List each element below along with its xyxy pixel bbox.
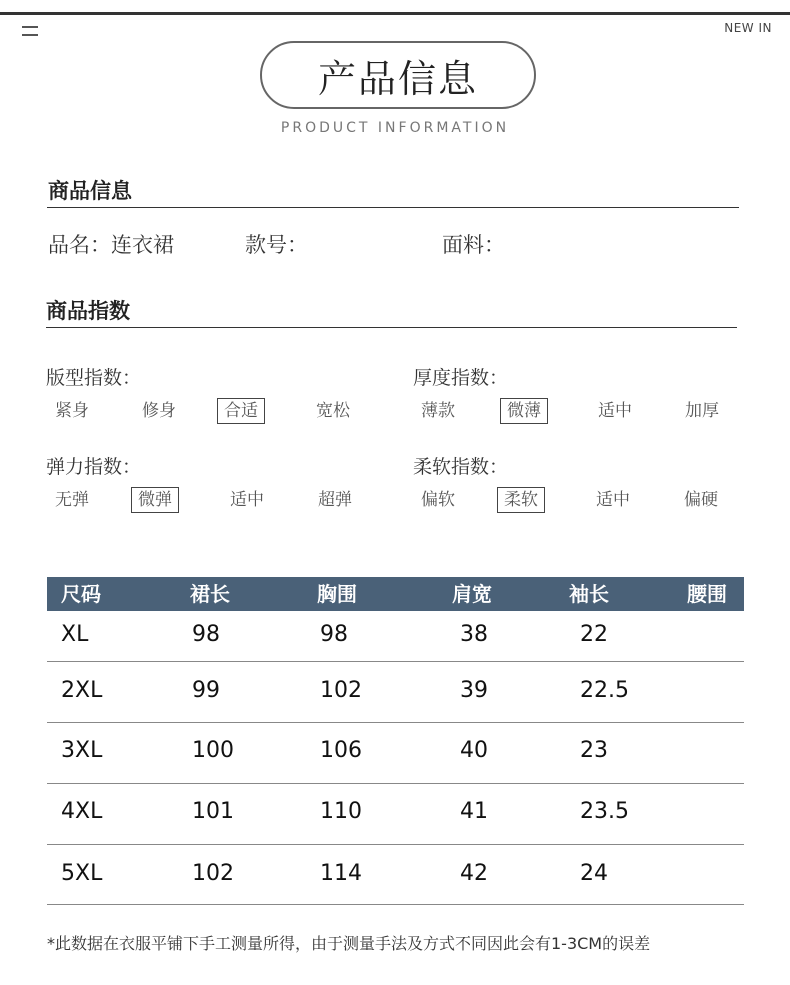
measurement-cell: 98 xyxy=(192,622,220,647)
measurement-cell: 101 xyxy=(192,799,234,824)
measurement-cell: 98 xyxy=(320,622,348,647)
softness-index-label: 柔软指数： xyxy=(413,456,509,478)
product-fabric: 面料： xyxy=(442,233,505,257)
thickness-index-option: 薄款 xyxy=(421,401,455,421)
measurement-cell: 22.5 xyxy=(580,678,629,703)
column-header: 裙长 xyxy=(190,582,230,606)
column-header: 胸围 xyxy=(317,582,357,606)
measurement-cell: 102 xyxy=(192,861,234,886)
fit-index-option: 宽松 xyxy=(316,401,350,421)
new-in-link[interactable]: NEW IN xyxy=(724,21,772,35)
measurement-cell: 42 xyxy=(460,861,488,886)
product-style-no: 款号： xyxy=(245,233,308,257)
measurement-cell: 106 xyxy=(320,738,362,763)
size-label-cell: 2XL xyxy=(61,678,103,703)
fit-index-option: 修身 xyxy=(142,401,176,421)
column-header: 袖长 xyxy=(569,582,609,606)
softness-index-option-selected: 柔软 xyxy=(497,487,545,513)
measurement-cell: 41 xyxy=(460,799,488,824)
product-name: 品名：连衣裙 xyxy=(48,233,174,257)
size-label-cell: XL xyxy=(61,622,89,647)
thickness-index-option: 适中 xyxy=(598,401,632,421)
table-row xyxy=(47,784,744,845)
thickness-index-option-selected: 微薄 xyxy=(500,398,548,424)
softness-index-option: 适中 xyxy=(596,490,630,510)
measurement-cell: 102 xyxy=(320,678,362,703)
page-subtitle: PRODUCT INFORMATION xyxy=(280,120,510,136)
fit-index-option: 紧身 xyxy=(55,401,89,421)
softness-index-option: 偏软 xyxy=(421,490,455,510)
top-divider xyxy=(0,12,790,15)
measurement-footnote: *此数据在衣服平铺下手工测量所得，由于测量手法及方式不同因此会有1-3CM的误差 xyxy=(47,934,651,953)
product-index-heading: 商品指数 xyxy=(46,299,130,323)
page-title: 产品信息 xyxy=(260,41,536,109)
size-table-header xyxy=(47,577,744,611)
table-row xyxy=(47,845,744,905)
measurement-cell: 99 xyxy=(192,678,220,703)
elasticity-index-option: 适中 xyxy=(230,490,264,510)
measurement-cell: 110 xyxy=(320,799,362,824)
elasticity-index-option-selected: 微弹 xyxy=(131,487,179,513)
size-label-cell: 3XL xyxy=(61,738,103,763)
thickness-index-label: 厚度指数： xyxy=(413,367,509,389)
product-info-heading: 商品信息 xyxy=(48,179,132,203)
column-header: 尺码 xyxy=(61,582,101,606)
product-info-rule xyxy=(47,207,739,208)
elasticity-index-label: 弹力指数： xyxy=(46,456,142,478)
elasticity-index-option: 超弹 xyxy=(318,490,352,510)
fit-index-label: 版型指数： xyxy=(46,367,142,389)
column-header: 腰围 xyxy=(687,582,727,606)
measurement-cell: 22 xyxy=(580,622,608,647)
measurement-cell: 100 xyxy=(192,738,234,763)
measurement-cell: 114 xyxy=(320,861,362,886)
row-divider xyxy=(47,904,744,905)
measurement-cell: 24 xyxy=(580,861,608,886)
product-index-rule xyxy=(46,327,737,328)
table-row xyxy=(47,723,744,784)
size-label-cell: 4XL xyxy=(61,799,103,824)
fit-index-option-selected: 合适 xyxy=(217,398,265,424)
table-row xyxy=(47,612,744,662)
size-label-cell: 5XL xyxy=(61,861,103,886)
measurement-cell: 23 xyxy=(580,738,608,763)
elasticity-index-option: 无弹 xyxy=(55,490,89,510)
measurement-cell: 40 xyxy=(460,738,488,763)
column-header: 肩宽 xyxy=(452,582,492,606)
menu-icon[interactable] xyxy=(22,26,38,38)
table-row xyxy=(47,662,744,723)
thickness-index-option: 加厚 xyxy=(685,401,719,421)
measurement-cell: 39 xyxy=(460,678,488,703)
softness-index-option: 偏硬 xyxy=(684,490,718,510)
measurement-cell: 23.5 xyxy=(580,799,629,824)
measurement-cell: 38 xyxy=(460,622,488,647)
